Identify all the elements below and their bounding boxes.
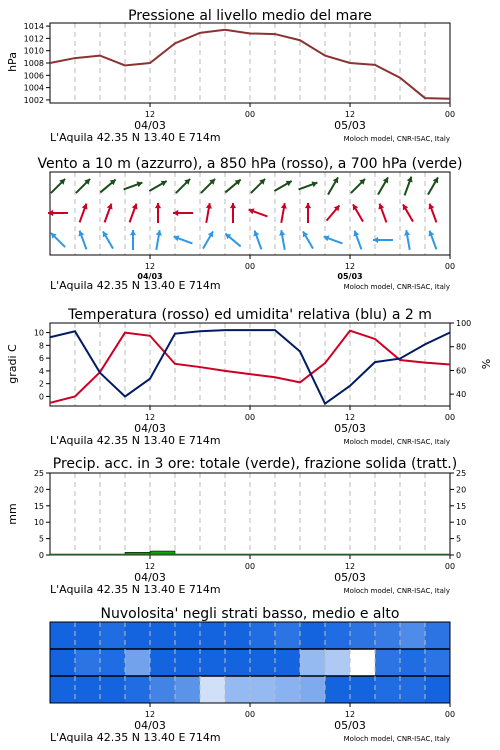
humidity-ytick-label: 60: [456, 366, 467, 376]
precip-xtick-label: 12: [344, 562, 356, 571]
cloud-cell: [75, 676, 101, 703]
temperature-date: 04/03: [134, 422, 166, 435]
precip-location: L'Aquila 42.35 N 13.40 E 714m: [50, 583, 221, 596]
precip-ytick-label-right: 20: [456, 485, 467, 495]
cloud-cell: [400, 649, 426, 676]
precip-ytick-label: 25: [33, 469, 44, 478]
pressure-ylabel: hPa: [6, 52, 19, 72]
cloud-cell: [250, 649, 276, 676]
precip-panel: [6, 456, 466, 596]
pressure-xtick-label: 00: [244, 110, 256, 119]
humidity-ylabel: %: [480, 358, 493, 370]
pressure-xtick-label: 12: [144, 110, 156, 119]
temperature-ytick-label: 6: [38, 354, 44, 364]
pressure-xtick-label: 12: [344, 110, 356, 119]
wind-arrowhead: [173, 210, 178, 216]
temperature-ylabel: gradi C: [6, 344, 19, 384]
cloud-cell: [200, 676, 226, 703]
cloud-cell: [75, 622, 101, 649]
cloud-cell: [375, 676, 401, 703]
pressure-ytick-label: 1002: [23, 95, 44, 105]
precip-ytick-label: 5: [38, 534, 44, 544]
cloud-cell: [175, 676, 201, 703]
cloud-xtick-label: 00: [244, 710, 256, 719]
cloud-cell: [300, 649, 326, 676]
cloud-date: 04/03: [134, 719, 166, 732]
cloud-cell: [375, 649, 401, 676]
precip-xtick-label: 12: [144, 562, 156, 571]
cloud-cell: [375, 622, 401, 649]
cloud-cell: [200, 649, 226, 676]
temperature-xtick-label: 12: [344, 413, 356, 422]
temperature-panel: [6, 307, 493, 447]
cloud-cell: [125, 676, 151, 703]
precip-xtick-label: 00: [444, 562, 456, 571]
cloud-cell: [175, 622, 201, 649]
precip-ytick-label-right: 25: [456, 469, 467, 478]
cloud-cell: [400, 622, 426, 649]
cloud-location: L'Aquila 42.35 N 13.40 E 714m: [50, 731, 221, 744]
cloud-cell: [175, 649, 201, 676]
cloud-xtick-label: 00: [444, 710, 456, 719]
cloud-cell: [275, 676, 301, 703]
wind-date: 05/03: [337, 272, 363, 281]
cloud-cell: [350, 676, 376, 703]
cloud-cell: [425, 622, 451, 649]
precip-date: 05/03: [334, 571, 366, 584]
pressure-xtick-label: 00: [444, 110, 456, 119]
cloud-cell: [75, 649, 101, 676]
cloud-cell: [425, 649, 451, 676]
temperature-date: 05/03: [334, 422, 366, 435]
cloud-cell: [150, 649, 176, 676]
temperature-ytick-label: 2: [38, 379, 44, 389]
cloud-cell: [225, 622, 251, 649]
humidity-ytick-label: 80: [456, 342, 467, 352]
temperature-model: Moloch model, CNR-ISAC, Italy: [343, 438, 450, 446]
pressure-ytick-label: 1004: [23, 83, 44, 93]
cloud-cell: [225, 676, 251, 703]
precip-ytick-label-right: 0: [456, 551, 462, 560]
precip-ytick-label-right: 5: [456, 534, 462, 544]
wind-date: 04/03: [137, 272, 163, 281]
precip-ytick-label: 15: [33, 501, 44, 511]
wind-xtick-label: 00: [444, 262, 456, 271]
precip-ylabel: mm: [6, 503, 19, 525]
humidity-ytick-label: 100: [456, 319, 472, 328]
temperature-ytick-label: 0: [38, 392, 44, 402]
pressure-ytick-label: 1010: [23, 46, 44, 56]
pressure-date: 05/03: [334, 119, 366, 132]
pressure-date: 04/03: [134, 119, 166, 132]
cloud-cell: [275, 649, 301, 676]
cloud-cell: [300, 676, 326, 703]
cloud-xtick-label: 12: [344, 710, 356, 719]
cloud-cell: [225, 649, 251, 676]
cloud-cell: [325, 676, 351, 703]
cloud-cell: [150, 622, 176, 649]
wind-arrowhead: [305, 203, 311, 208]
cloud-cell: [125, 622, 151, 649]
wind-xtick-label: 12: [144, 262, 156, 271]
temperature-xtick-label: 00: [244, 413, 256, 422]
cloud-model: Moloch model, CNR-ISAC, Italy: [343, 735, 450, 743]
temperature-ytick-label: 8: [38, 341, 44, 351]
cloud-cell: [350, 649, 376, 676]
cloud-cell: [50, 649, 76, 676]
wind-arrowhead: [48, 210, 53, 216]
pressure-ytick-label: 1012: [23, 34, 44, 44]
cloud-cell: [250, 676, 276, 703]
precip-xtick-label: 00: [244, 562, 256, 571]
precip-date: 04/03: [134, 571, 166, 584]
cloud-panel: [50, 606, 455, 744]
temperature-xtick-label: 12: [144, 413, 156, 422]
precip-ytick-label: 10: [33, 518, 44, 528]
pressure-location: L'Aquila 42.35 N 13.40 E 714m: [50, 131, 221, 144]
temperature-xtick-label: 00: [444, 413, 456, 422]
wind-arrowhead: [373, 237, 378, 243]
pressure-ytick-label: 1014: [23, 22, 44, 32]
cloud-cell: [200, 622, 226, 649]
temperature-ytick-label: 10: [33, 328, 44, 338]
wind-arrowhead: [155, 203, 161, 208]
cloud-cell: [250, 622, 276, 649]
pressure-model: Moloch model, CNR-ISAC, Italy: [343, 135, 450, 143]
precip-ytick-label-right: 15: [456, 501, 467, 511]
precip-model: Moloch model, CNR-ISAC, Italy: [343, 587, 450, 595]
pressure-title: Pressione al livello medio del mare: [128, 8, 372, 24]
precip-ytick-label: 20: [33, 485, 44, 495]
wind-arrowhead: [130, 230, 136, 235]
cloud-cell: [325, 649, 351, 676]
wind-location: L'Aquila 42.35 N 13.40 E 714m: [50, 279, 221, 292]
wind-panel: [37, 156, 462, 292]
wind-arrowhead: [230, 203, 236, 208]
cloud-title: Nuvolosita' negli strati basso, medio e alto: [100, 606, 400, 622]
cloud-cell: [350, 622, 376, 649]
pressure-ytick-label: 1006: [23, 71, 44, 81]
cloud-cell: [50, 676, 76, 703]
cloud-cell: [50, 622, 76, 649]
temperature-title: Temperatura (rosso) ed umidita' relativa (blu) a 2 m: [68, 307, 432, 323]
wind-model: Moloch model, CNR-ISAC, Italy: [343, 283, 450, 291]
cloud-cell: [275, 622, 301, 649]
cloud-cell: [300, 622, 326, 649]
humidity-ytick-label: 40: [456, 390, 467, 400]
precip-title: Precip. acc. in 3 ore: totale (verde), frazione solida (tratt.): [52, 456, 458, 472]
wind-title: Vento a 10 m (azzurro), a 850 hPa (rosso), a 700 hPa (verde): [37, 156, 463, 172]
cloud-cell: [425, 676, 451, 703]
wind-xtick-label: 00: [244, 262, 256, 271]
pressure-ytick-label: 1008: [23, 59, 44, 68]
cloud-date: 05/03: [334, 719, 366, 732]
wind-xtick-label: 12: [344, 262, 356, 271]
precip-ytick-label: 0: [38, 551, 44, 560]
cloud-cell: [125, 649, 151, 676]
temperature-ytick-label: 4: [38, 366, 44, 376]
temperature-location: L'Aquila 42.35 N 13.40 E 714m: [50, 434, 221, 447]
cloud-cell: [400, 676, 426, 703]
pressure-panel: [6, 8, 455, 144]
cloud-xtick-label: 12: [144, 710, 156, 719]
cloud-cell: [325, 622, 351, 649]
cloud-cell: [150, 676, 176, 703]
cloud-cell: [100, 649, 126, 676]
precip-ytick-label-right: 10: [456, 518, 467, 528]
cloud-cell: [100, 676, 126, 703]
cloud-cell: [100, 622, 126, 649]
